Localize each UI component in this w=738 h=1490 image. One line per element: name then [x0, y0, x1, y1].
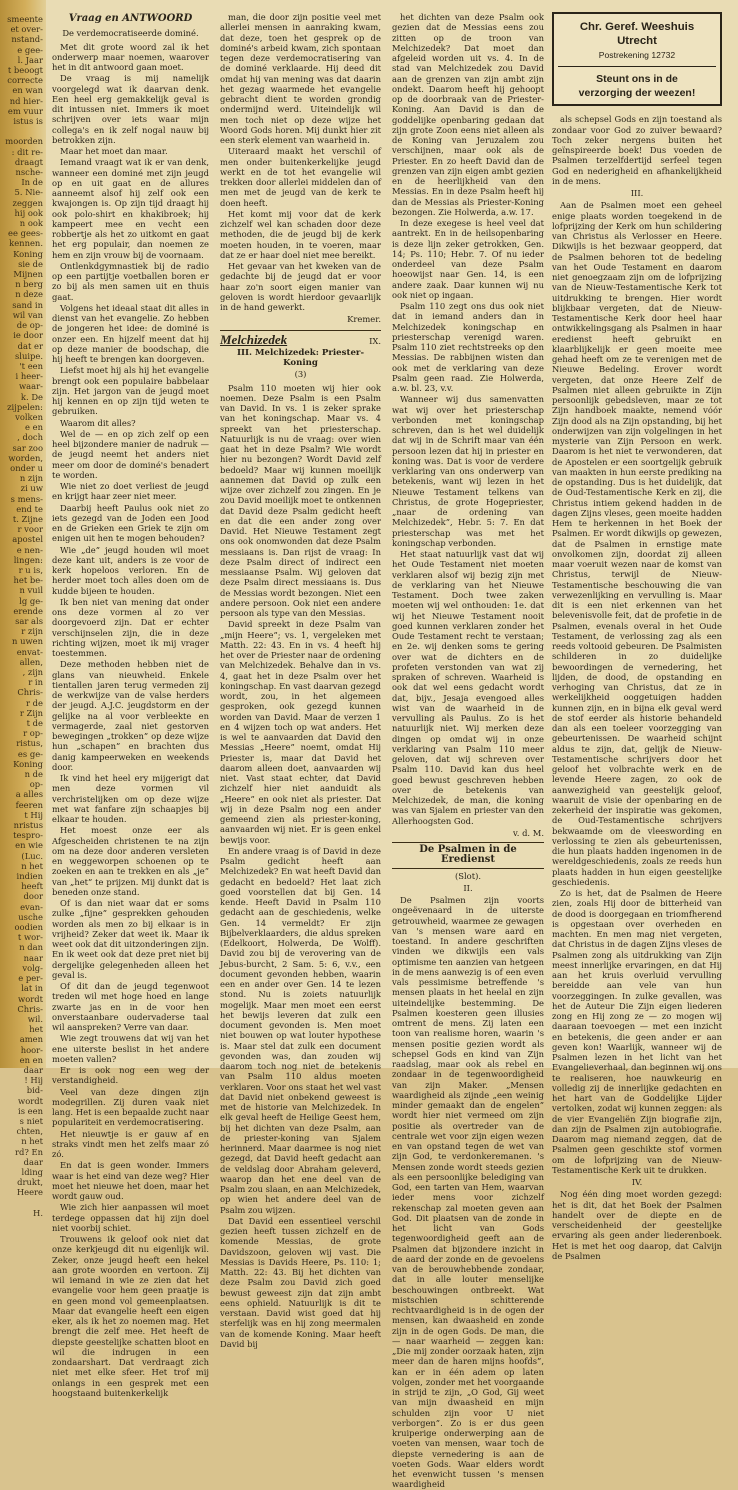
ad-org-line-1: Chr. Geref. Weeshuis: [579, 21, 695, 33]
paragraph: De Psalmen zijn voorts ongeëvenaard in de uiterste getrouwheid, waarmee ze gewagen van 's mensen ware aard en toestand. In andere geschriften vinden we dikwijls een vals optimisme ten aanzien van hetgeen in de mens aanwezig is of een even vals pessimisme betreffende 's mensen plaats in het heelal en zijn uiteindelijke bestemming. De Psalmen koesteren geen illusies omtrent de mens. Zij laten een toon van realisme horen, waarin 's mensen positie gezien wordt als schepsel Gods en kind van Zijn raadslag, maar ook als rebel en zondaar in de tegenwoordigheid van zijn Maker. „Mensen waardigheid als zijnde „een weinig minder gemaakt dan de engelen” wordt hier niet vermeed om zijn positie als overtreder van de centrale wet voor zijn eigen wezen en van opstand tegen de wet van zijn God, te verdonkeremanen. 's Mensen zonde wordt steeds gezien als een persoonlijke belediging van God, een tarten van Hem, waarvan ieder mens voor zichzelf rekenschap zal moeten geven aan God. Dit plaatsen van de zonde in het licht van Gods tegenwoordigheid geeft aan de Psalmen dat bijzondere inzicht in de aard der zonde en de gevoelens van de berouwhebbende zondaar, dat in alle louter menselijke beschouwingen ontbreekt. Wat mistschien schitterende rechtvaardigheid is in de ogen der mensen, kan dwaasheid en zonde zijn in de ogen Gods. De man, die — naar waarheid — zeggen kan: „Die mij zonder oorzaak haten, zijn meer dan de haren mijns hoofds”, kan er in één adem op laten volgen, zonder met het voorgaande in strijd te zijn, „O God, Gij weet van mijn dwaasheid en mijn schulden zijn voor U niet verborgen”. Zo is er dus geen kruiperige onderwerping aan de voeten van mensen, waar toch de diepste vernedering is aan de voeten Gods. Waar elders wordt het evenwicht tussen 's mensen waardigheid: [392, 895, 544, 1490]
paragraph: Psalm 110 moeten wij hier ook noemen. Deze Psalm is een Psalm van David. In vs. 1 is zeker sprake van het koningschap. Maar vs. 4 spreekt van het priesterschap. Natuurlijk is nu de vraag: over wien gaat het in deze Psalm? Wie wordt hier nu bezongen? Wordt David zelf bedoeld? Maar wij kunnen moeilijk aannemen dat David op zulk een wijze over zichzelf zou zingen. En je zou David moeilijk moet te ontkennen dat David deze Psalm gedicht heeft en dat die een ander zong over David. Het Nieuwe Testament zegt ons ook onomwonden dat deze Psalm messiaans is. Dan rijst de vraag: In deze Psalm direct of indirect een messiaanse Psalm. Wij geloven dat deze Psalm direct messiaans is. Dus de Messias wordt bezongen. Niet een andere persoon. Ook niet een andere persoon als type van den Messias.: [220, 382, 381, 618]
paragraph: Uiteraard maakt het verschil of men onder buitenkerkelijke jeugd werkt en de tot het evangelie wil trekken door allerlei middelen dan of men met de jeugd van de kerk te doen heeft.: [220, 146, 381, 208]
paragraph: Ontlenkdgymnastiek bij de radio op een partijtje voetballen boren er zo bij als men samen uit en thuis gaat.: [52, 260, 209, 302]
author-signature: Kremer.: [347, 314, 381, 325]
article-title: De Psalmen in de Eredienst: [392, 842, 544, 869]
paragraph: Het gevaar van het kweken van de gedachte bij de jeugd dat er voor haar zo'n soort eigen manier van geloven is wordt hierdoor gevaarlijk in de hand gewerkt.: [220, 261, 381, 312]
paragraph: Wie zich hier aanpassen wil moet terdege oppassen dat hij zijn doel niet voorbij schiet.: [52, 1202, 209, 1233]
paragraph: Veel van deze dingen zijn modegrillen. Zij duren vaak niet lang. Het is een bepaalde zucht naar populariteit en verdemocratisering.: [52, 1086, 209, 1128]
ad-org-line-2: Utrecht: [617, 35, 657, 47]
paragraph: En andere vraag is of David in deze Psalm gedicht heeft aan Melchizedek? En wat heeft David dan gedacht en bedoeld? Het laat zich goed voorstellen dat bij Gen. 14 kende. Heeft David in Psalm 110 gedacht aan de geschiedenis, welke Gen. 14 vermeldt? Er zijn Bijbelverklaarders, die aldus spreken (Edelkoort, Holwerda, De Wolff). David zou bij de verovering van de Jebus-burcht, 2 Sam. 5: 6, v.v., een document gevonden hebben, waarin een en ander over Gen. 14 te lezen stond. Nu is zoiets natuurlijk mogelijk. Maar men moet een eerst het bewijs leveren dat zulk een document gevonden is. Men moet niet bouwen op wat louter hypothese is. Maar stel dat zulk een document gevonden was, dan zouden wij daarom toch nog niet de betekenis van Psalm 110 aldus moeten verklaren. Voor ons staat het wel vast dat David niet onbekend geweest is met de historie van Melchizedek. In elk geval heeft de Heilige Geest hem, bij het dichten van deze Psalm, aan de priester-koning van Sjalem herinnerd. Maar daarmee is nog niet gezegd, dat David heeft gedacht aan de veldslag door Abraham geleverd, waarop dan het ene deel van de Psalm zou slaan, en aan Melchizedek, op wien het andere deel van de Psalm zou wijzen.: [220, 845, 381, 1215]
ad-appeal-line-1: Steunt ons in de: [558, 66, 716, 86]
paragraph: het dichten van deze Psalm ook gezien dat de Messias eens zou zitten op de troon van Melchizedek? Dat moet dan afgeleid worden uit vs. 4. In de stad van Melchizedek zou David aan de grenzen van zijn ambt zijn ondekt. Daarom heeft hij gehoopt op de doorbraak van de Priester-Koning. Aan David is dan de goddelijke openbaring gedaan dat zijn grote Zoon eens niet alleen als de Koning van Jeruzalem zou verschijnen, maar ook als de Priester. En zo heeft David dan de grenzen van zijn eigen ambt gezien en de heerlijkheid van den Messias. En in deze Psalm heeft hij dan de Messias als Priester-Koning bezongen. Zie Holwerda, a.w. 17.: [392, 12, 544, 217]
orphanage-advertisement: [552, 12, 722, 106]
paragraph: Trouwens ik geloof ook niet dat onze kerkjeugd dit nu eigenlijk wil. Zeker, onze jeugd heeft een hekel aan grote woorden en vertoon. Zij wil iemand in wie ze zien dat het evangelie voor hem geen praatje is en geen mond vol gemeenplaatsen. Maar dat evangelie heeft een eigen eker, als ik het zo noemen mag. Het brengt die zelf mee. Het heeft de diepste geestelijke schatten bloot en wil die indrugen in een zondaarshart. Dat verdraagt zich niet met elke sfeer. Het trof mij onlangs in een gesprek met een hoogstaand buitenkerkelijk: [52, 1234, 209, 1398]
paragraph: Psalm 110 zegt ons dus ook niet dat in iemand anders dan in Melchizedek koningschap en priesterschap verenigd waren. Psalm 110 ziet rechtstreeks op den Messias. De rabbijnen wisten dan ook met de verklaring van deze Psalm geen raad. Zie Holwerda, a.w. bl. 23, v.v.: [392, 301, 544, 393]
paragraph: David spreekt in deze Psalm van „mijn Heere”; vs. 1, vergeleken met Matth. 22: 43. En in vs. 4 heeft hij het over de Priester naar de ordening van Melchizedek. Behalve dan in vs. 4, gaat het in deze Psalm over het koningschap. En vast daarvan gezegd wordt, zou, in het algemeen gesproken, ook gezegd kunnen worden van David. Maar de verzen 1 en 4 wijzen toch op wat anders. Het is wel te aanvaarden dat David den Messias „Heere” noemt, omdat Hij Priester is, maar dat David het daarom alleen doet, aanvaarden wij niet. Vast staat echter, dat David zichzelf hier niet aanduidt als „Heere” en ook niet als priester. Dat wij in deze Psalm nog een ander gemeend zien als priester-koning, aanvaarden wij niet. Er is geen enkel bewijs voor.: [220, 619, 381, 845]
column-2: [220, 12, 381, 1349]
left-margin-gutter: [0, 0, 46, 1218]
paragraph: Waarom dit alles?: [60, 417, 136, 428]
paragraph: Ik vind het heel ery mijgerigt dat men deze vormen vil verchristelijken om op deze wijze met wat fanfare zijn schaapjes bij elkaar te houden.: [52, 773, 209, 824]
section-header: [220, 331, 381, 347]
paragraph: Er is ook nog een weg der verstandigheid.: [52, 1065, 209, 1086]
column-1: [52, 12, 209, 1398]
paragraph: Daarbij heeft Paulus ook niet zo iets gezegd van de Joden een Jood en de Grieken een Griek te zijn om enigen uit hen te mogen behouden?: [52, 502, 209, 544]
paragraph: In deze exegese is heel veel dat aantrekt. En in de heilsopenbaring is deze lijn zeker getrokken, Gen. 14; Ps. 110; Hebr. 7. Of nu ieder onderdeel van deze Psalm hoeowijst naar Gen. 14, is een andere zaak. Daar kunnen wij nu ook niet op ingaan.: [392, 218, 544, 300]
paragraph: Met dit grote woord zal ik het onderwerp maar noemen, waarover het in dit antwoord gaan moet.: [52, 41, 209, 72]
rubric-title: Vraag en ANTWOORD: [68, 13, 193, 24]
paragraph: De vraag is mij namelijk voorgelegd wat ik daarvan denk. Een heel erg gemakkelijk geval is dit intussen niet. Immers ik moet schrijven over iets waar mijn collega's en ik zelf nogal nauw bij betrokken zijn.: [52, 73, 209, 145]
paragraph: Het moest onze eer als Afgescheiden christenen te na zijn om na deze door anderen versleten en weggeworpen schoenen op te zoeken en aan te trekken en als „je” van „het” te prijzen. Mij dunkt dat is beneden onze stand.: [52, 825, 209, 897]
paragraph: Nog één ding moet worden gezegd: het is dit, dat het Boek der Psalmen handelt over de diepte en de verscheidenheid der geestelijke ervaring als geen ander liederenboek. Het is met het oog daarop, dat Calvijn de Psalmen: [552, 1189, 722, 1261]
column-4: [552, 12, 722, 1261]
paragraph: Iemand vraagt wat ik er van denk, wanneer een dominé met zijn jeugd op en uit gaat en de allures aanneemt alsof hij zelf ook een kwajongen is. Op zijn tijd draagt hij ook polo-shirt en khakibroek; hij kampeert mee en vecht een robbertje als het zo uitkomt en gaat het erg populair, dan noemen ze hem en zijn vrouw bij de voornaam.: [52, 157, 209, 260]
divider: [220, 330, 381, 331]
rubric-subtitle: De verdemocratiseerde dominé.: [62, 28, 199, 39]
paragraph: Of is dan niet waar dat er soms zulke „fijne” gesprekken gehouden worden als men zo bij elkaar is in vrijheid? Zeker dat weet ik. Maar ik weet ook dat dit uitzonderingen zijn. En ik weet ook dat deze pret niet bij dergelijke gelegenheden alleen het geval is.: [52, 898, 209, 980]
paragraph: Deze methoden hebben niet de glans van nieuwheid. Enkele tientallen jaren terug vermeden zij de werkwijze van de valse herders der jeugd. A.J.C. jeugdstorm en der gelijke na al voor verbleekte en vermagerde, zaal niet gestorven bewegingen „trokken” op deze wijze hun „schapen” en brachten dus danig kampeerweken en weekends door.: [52, 659, 209, 772]
paragraph: Wie zegt trouwens dat wij van het ene uiterste beslist in het andere moeten vallen?: [52, 1033, 209, 1064]
paragraph: Wel de — en op zich zelf op een heel bijzondere manier de nadruk — de jeugd neemt het anders niet meer om door de dominé's benadert te worden.: [52, 428, 209, 480]
paragraph: Wie „de” jeugd houden wil moet deze kant uit, anders is ze voor de kerk hopeloos verloren. En de herder moet toch alles doen om de kudde bijeen te houden.: [52, 544, 209, 596]
paragraph: Ik ben niet van mening dat onder ons deze vormen al zo ver doorgevoerd zijn. Dat er echter verschijnselen zijn, die in deze richting wijzen, moet ik mij vrager toestemmen.: [52, 596, 209, 658]
paragraph: Aan de Psalmen moet een geheel enige plaats worden toegekend in de lofprijzing der Kerk om hun schildering van Christus als Verlosser en Heere. Dikwijls is het bezwaar geopperd, dat de Psalmen behoren tot de bedeling van het Oude Testament en daarom niet genoegzaam zijn om de lofprijzing van de Nieuw-Testamentische Kerk tot uitdrukking te brengen. Hier wordt blijkbaar vergeten, dat de Nieuw-Testamentische Kerk door heel haar ontwikkelingsgang als Psalmen in haar eredienst heeft gebruikt en klaarblijkelijk er geen moeite mee gehad heeft om ze te verenigen met de Nieuwe Bedeling. Erover wordt vergeten, dat onze Heere Zelf de Psalmen niet alleen gebruikte in Zijn persoonlijk gebedsleven, maar ze tot Zijn handboek maakte, nemend vóór Zijn dood als na Zijn opstanding, bij het onderwijzen van zijn volgelingen in het mysterie van Zijn Persoon en werk. Daarom is het niet te verwonderen, dat de Apostelen er een soortgelijk gebruik van maakten in hun eerste prediking na de opstanding. Dus is het duidelijk, dat de Oud-Testamentische Kerk en zij, die Christus intiem gekend hadden in de dagen Zijns vleses, geen moeite hadden Hem te herkennen in het Boek der Psalmen. Er wordt dikwijls op gewezen, dat de Psalmen in ernstige mate onvolkomen zijn, doordat zij alleen maar voeruit wezen naar de komst van Christus, terwijl de Nieuw-Testamentische beschouwing die van verwezenlijking en vervulling is. Maar dit is een niet erkennen van het belevenisvolle feit, dat de profetie in de Psalmen, evenals overal in het Oude Testament, de verlossing zag als een reeds voltooid gebeuren. De Psalmisten schilderen in zo duidelijke bewoordingen de vernedering, het lijden, de dood, de opstanding en verhoging van Christus, dat ze in werkelijkheid ooggetuigen hadden kunnen zijn, en in bijna elk geval werd de stof eerder als historie behandeld dan als een toeleer voorzegging van gebeurtenissen. De waarheid schijnt aldus te zijn, dat, gelijk de Nieuw-Testamentische schrijvers door het geloof het volbrachte werk en de levende Heere zagen, zo ook de aanwezigheid van geestelijk geloof, waaruit de visie der openbaring en de zekerheid der inspiratie was gekomen, de Oud-Testamentische schrijvers bekwaamde om de vleeswording en verlossing te zien als gebeurtenissen, die hun plaats hadden ingenomen in de wereldgeschiedenis, zoals ze reeds hun plaats hadden in hun eigen geestelijke geschiedenis.: [552, 200, 722, 887]
gutter-text-fragments: smeente et over- nstand- e gee- l. Jaar t beoogt correcte en wan nd hier- em vuur istus is moorden : dit re- draagt nsche- In de 5. Nie- zeggen hij ook n ook ee gees- kennen. Koning sie de Mijnen n berg n deze sand in wil van de op- ie door dat er sluipe. 't een i heer- waar- k. De zijpelen: volken e en , doch sar zoo worden, onder u n zijn zi uw s mens- end te t. Zijne r voor apostel e nen- lingen: r u is, het be- n vuil lg ge- erende sar als r zijn n uwen envat- allen, , zijn r in Chris- r de r Zijn t de r op- ristus, es ge- Koning n de op- a alles feeren t Hij nristus tespro- en wie (Luc. n het indien heeft door evan- usche oodien t wor- n dan naar volg- e per- lat in wordt Chris- wil. het amen hoor- en en daar ! Hij bid- wordt is een s niet chten, n het rd? En daar lding drukt, Heere H.: [5, 14, 43, 1218]
section-number: II.: [463, 882, 473, 893]
paragraph: man, die door zijn positie veel met allerlei mensen in aanraking kwam, dat deze, toen het gesprek op de dominé's arbeid kwam, zich spontaan tegen deze verdemocratisering van de dominé verklaarde. Hij deed dit omdat hij van mening was dat daarin het gezag waarmede het evangelie gebracht dient te worden grondig ondermijnd werd. Uiteindelijk wil men toch niet op deze wijze het Woord Gods horen. Mij dunkt hier zit een sterk element van waarheid in.: [220, 12, 381, 145]
paragraph: Dat David een essentieel verschil gezien heeft tussen zichzelf en de komende Messias, de grote Davidszoon, geloven wij vast. Die Messias is Davids Heere, Ps. 110: 1; Matth. 22: 43. Bij het dichten van deze Psalm zou David zich goed bewust geweest zijn dat zijn ambt eens ophield. Natuurlijk is dit te verstaan. David wist goed dat hij sterfelijk was en hij zong meermalen van de komende Koning. Maar heeft David bij: [220, 1215, 381, 1349]
col1-body: [52, 42, 209, 1399]
paragraph: Zo is het, dat de Psalmen de Heere zien, zoals Hij door de bitterheid van de dood is doorgegaan en triomfherend is opgestaan over overheden en machten. En men mag niet vergeten, dat Christus in de dagen Zijns vleses de Psalmen zong als uitdrukking van Zijn meest innerlijke ervaringen, en dat Hij aan het kruis overluid vervulling bereidde aan vele van hun voorzeggingen. In zulke gevallen, was het de Auteur Die Zijn eigen liederen zong en Hij zong ze — zo mogen wij daaraan toevoegen — met een inzicht en betekenis, die geen ander er aan geven kon! Waarlijk, wanneer wij de Psalmen lezen in het licht van het Evangelieverhaal, dan beginnen wij ons te realiseren, hoe nauwkeurig en volledig zij de innerlijke gedachten en het hart van de Goddelijke Lijder vertolken, zodat wij kunnen zeggen: als de vier Evangeliën Zijn biografie zijn, dan zijn de Psalmen zijn autobiografie. Daarom mag niemand zeggen, dat de Psalmen geen geschikte stof vormen om de lofprijzing van de Nieuw-Testamentische Kerk uit te drukken.: [552, 888, 722, 1175]
article-title: III. Melchizedek: Priester-Koning: [236, 347, 365, 368]
author-signature: v. d. M.: [513, 827, 544, 838]
section-number: III.: [630, 188, 644, 198]
paragraph: Het staat natuurlijk vast dat wij het Oude Testament niet moeten verklaren alsof wij bezig zijn met de verklaring van het Nieuwe Testament. Doch twee zaken moeten wij wel onthouden: 1e. dat wij het Nieuwe Testament nooit goed kunnen verklaren zonder het Oude Testament recht te verstaan; en 2e. wij denken soms te gering over wat de dichters en de profeten verstonden van wat zij spraken of schreven. Waarheid is ook dat wel eens gedacht wordt dat, bijv., Jesaja evengoed alles wist van de waarheid in de vervulling als Paulus. Zo is het natuurlijk niet. Wij merken deze dingen op omdat wij in onze verklaring van Psalm 110 meer geloven, dat wij schreven over Psalm 110. David kan dus heel goed bewust geschreven hebben over de betekenis van Melchizedek, de man, die koning was van Sjalem en priester van den Allerhoogsten God.: [392, 549, 544, 826]
paragraph: Het komt mij voor dat de kerk zichzelf wel kan schaden door deze methoden, die de jeugd bij de kerk moeten houden, in te voeren, maar dat ze er haar doel niet mee bereikt.: [220, 208, 381, 260]
section-number: IV.: [631, 1177, 643, 1187]
section-title: Melchizedek: [220, 331, 288, 347]
article-part: (3): [294, 369, 307, 380]
paragraph: Maar het moet dan maar.: [60, 146, 168, 156]
ad-appeal-line-2: verzorging der weezen!: [578, 87, 696, 100]
paragraph: Wanneer wij dus samenvatten wat wij over het priesterschap verbonden met koningschap schreven, dan is het wel duidelijk dat wij in de Schrift maar van één persoon lezen dat hij in priester en koning was. Dat is voor de verdere verklaring van ons onderwerp van betekenis, want wij lezen in het Nieuwe Testament telkens van Christus, de grote Hogepriester, „naar de ordening van Melchizedek”, Hebr. 5: 7. En dat priesterschap was met het koningschap verbonden.: [392, 394, 544, 548]
paragraph: Wie niet zo doet verliest de jeugd en krijgt haar zeer niet meer.: [52, 481, 209, 502]
column-3: [392, 12, 544, 1490]
paragraph: Of dit dan de jeugd tegenwoot treden wil met hoge hoed en lange zwarte jas en in de voor hen onverstaanbare oudervaderse taal wil aanspreken? Verre van daar.: [52, 981, 209, 1032]
paragraph: Het nieuwtje is er gauw af en straks vindt men het zelfs maar zó zó.: [52, 1128, 209, 1159]
article-part: (Slot).: [454, 870, 482, 881]
paragraph: Volgens het ideaal staat dit alles in dienst van het evangelie. Zo hebben de jongeren het idee: de dominé is onzer een. En hijzelf meent dat hij op deze manier de boodschap, die hij heeft te brengen kan doorgeven.: [52, 302, 209, 364]
paragraph: Liefst moet hij als hij het evangelie brengt ook een populaire babbelaar zijn. Het jargon van de jeugd moet hij kennen en op zijn tijd weten te gebruiken.: [52, 365, 209, 417]
paragraph: als schepsel Gods en zijn toestand als zondaar voor God zo zuiver bewaard? Toch zeker nergens buiten het geïnspireerde boek! Dus voeden de Psalmen terzelfdertijd serfeel tegen God en nederigheid en afhankelijkheid in de mens.: [552, 114, 722, 186]
section-number: IX.: [369, 335, 381, 346]
ad-postal-account: Postrekening 12732: [598, 50, 676, 60]
paragraph: En dat is geen wonder. Immers waar is het eind van deze weg? Hier moet het nieuwe het doen, maar het wordt gauw oud.: [52, 1160, 209, 1201]
